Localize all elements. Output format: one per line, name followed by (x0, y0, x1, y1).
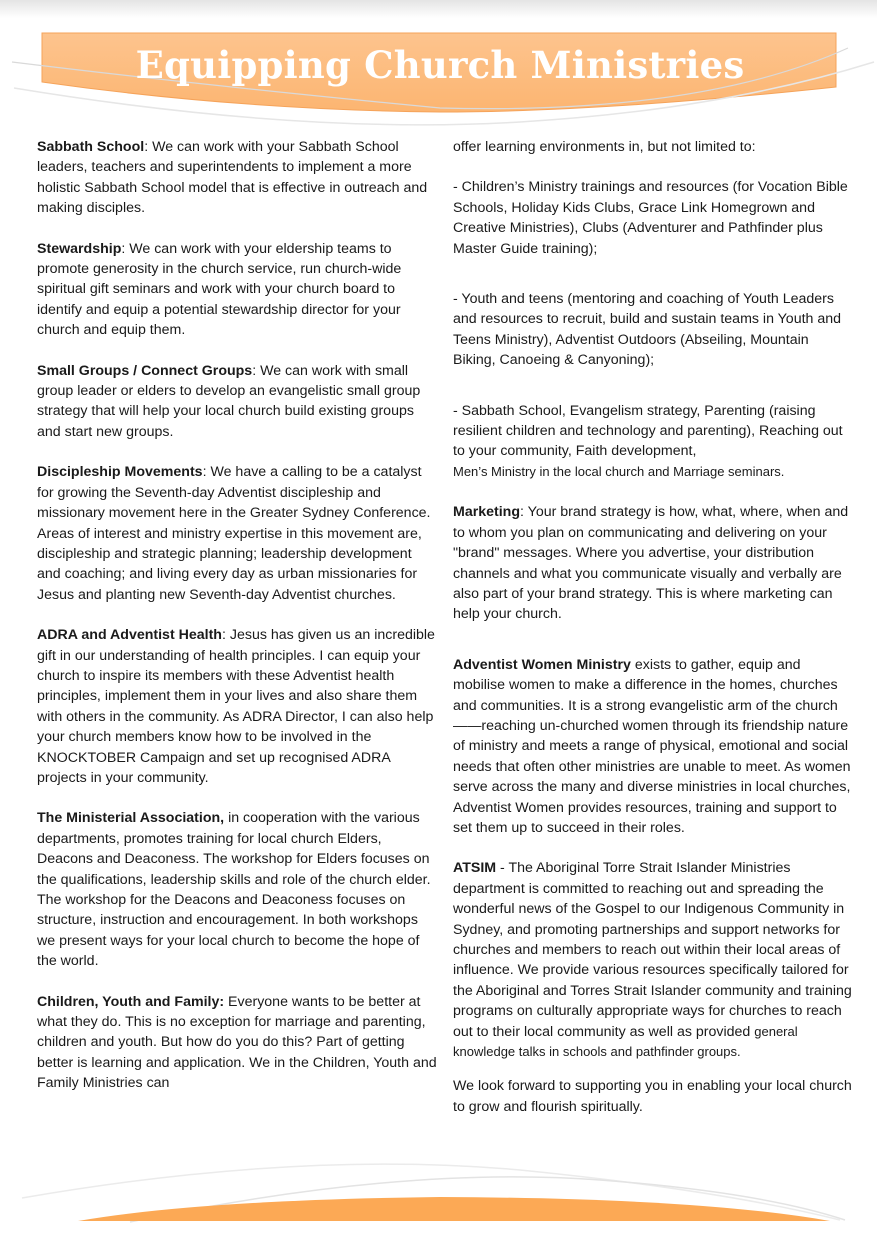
section-heading: Children, Youth and Family: (37, 993, 225, 1010)
header-banner (0, 0, 877, 130)
section-heading: Discipleship Movements (37, 464, 203, 481)
section-sabbath-school: Sabbath School: We can work with your Sabbath School leaders, teachers and superintendents to implement a more holistic Sabbath School model that is effective in outreach and making disciples. (37, 139, 428, 217)
section-heading: Stewardship (37, 240, 122, 257)
section-heading: Sabbath School (37, 139, 145, 155)
page-title: Equipping Church Ministries (135, 43, 745, 87)
section-heading: Marketing (453, 504, 521, 521)
section-body: Your brand strategy is how, what, where, when and to whom you plan on communicating and delivering on your "brand" messages. Where you advertise, your distribution channels and what you communicate visually and verbally are also part of your brand strategy. This is where marketing can help your church. (453, 504, 849, 623)
continuation-text: offer learning environments in, but not limited to: (453, 139, 756, 155)
section-body: We can work with small group leader or elders to develop an evangelistic small group strategy that will help your local church build existing groups and start new groups. (37, 362, 421, 440)
section-body: Jesus has given us an incredible gift in our understanding of health principles. I can equip your church to inspire its members with these Adventist health principles, implement them in your lives and also share them with others in the community. As ADRA Director, I can also help your church members know how to be involved in the KNOCKTOBER Campaign and set up recognised ADRA projects in your community. (37, 627, 435, 786)
left-column (37, 137, 437, 1114)
section-body: We can work with your Sabbath School leaders, teachers and superintendents to implement a more holistic Sabbath School model that is effective in outreach and making disciples. (37, 139, 428, 217)
section-body: exists to gather, equip and mobilise women to make a difference in the homes, churches and communities. It is a strong evangelistic arm of the church——reaching un-churched women through its friendship nature of ministry and meets a range of physical, emotional and social needs that often other ministries are unable to meet. As women serve across the many and diverse ministries in local churches, Adventist Women provides resources, training and support to set them up to succeed in their roles. (453, 656, 851, 836)
right-column (453, 137, 853, 1137)
section-ministerial-association (37, 808, 437, 971)
section-heading: The Ministerial Association, (37, 810, 225, 827)
section-atsim: ATSIM - The Aboriginal Torre Strait Islander Ministries department is committed to reaching out and spreading the wonderful news of the Gospel to our Indigenous Community in Sydney, and promoting partnerships and support networks for churches and members to reach out within their local areas of influence. We provide various resources specifically tailored for the Aboriginal and Torres Strait Islander community and training programs on culturally appropriate ways for churches to reach out to their local community as well as provided general knowledge talks in schools and pathfinder groups. (453, 860, 852, 1060)
section-adventist-women (453, 655, 853, 839)
bullet-youth-teens: - Youth and teens (mentoring and coaching of Youth Leaders and resources to recruit, build and sustain teams in Youth and Teens Ministry), Adventist Outdoors (Abseiling, Mountain Biking, Canoeing & Canyoning); (453, 291, 842, 369)
section-body: We can work with your eldership teams to promote generosity in the church service, run church-wide spiritual gift seminars and work with your church board to identify and equip a potential stewardship director for your church and equip them. (37, 240, 402, 339)
section-body: We have a calling to be a catalyst for growing the Seventh-day Adventist discipleship and missionary movement here in the Greater Sydney Conference. Areas of interest and ministry expertise in this movement are, discipleship and strategic planning; leadership development and coaching; and living every day as urban missionaries for Jesus and planting new Seventh-day Adventist churches. (37, 464, 431, 603)
section-children-youth-family (37, 992, 437, 1094)
section-small-groups: Small Groups / Connect Groups: We can work with small group leader or elders to develop an evangelistic small group strategy that will help your local church build existing groups and start new groups. (37, 362, 421, 440)
section-heading: Adventist Women Ministry (453, 656, 631, 673)
section-adra-health: ADRA and Adventist Health: Jesus has given us an incredible gift in our understanding of health principles. I can equip your church to inspire its members with these Adventist health principles, implement them in your lives and also share them with others in the community. As ADRA Director, I can also help your church members know how to be involved in the KNOCKTOBER Campaign and set up recognised ADRA projects in your community. (37, 627, 435, 786)
section-body: in cooperation with the various departments, promotes training for local church Elders, Deacons and Deaconess. The workshop for Elders focuses on the qualifications, leadership skills and role of the church elder. The workshop for the Deacons and Deaconess focuses on structure, instruction and encouragement. In both workshops we present ways for your local church to become the hope of the world. (37, 810, 431, 970)
section-heading: ATSIM (453, 860, 497, 877)
section-marketing: Marketing: Your brand strategy is how, what, where, when and to whom you plan on communicating and delivering on your "brand" messages. Where you advertise, your distribution channels and what you communicate visually and verbally are also part of your brand strategy. This is where marketing can help your church. (453, 504, 849, 623)
bullet-sabbath-school-evangelism: - Sabbath School, Evangelism strategy, Parenting (raising resilient children and technology and parenting), Reaching out to your community, Faith development, Men’s Ministry in the local church and Marriage seminars. (453, 402, 843, 479)
closing-statement: We look forward to supporting you in enabling your local church to grow and flourish spiritually. (453, 1078, 852, 1115)
footer-arc-graphic (0, 1160, 877, 1245)
section-heading: ADRA and Adventist Health (37, 627, 222, 644)
section-discipleship-movements: Discipleship Movements: We have a calling to be a catalyst for growing the Seventh-day Adventist discipleship and missionary movement here in the Greater Sydney Conference. Areas of interest and ministry expertise in this movement are, discipleship and strategic planning; leadership development and coaching; and living every day as urban missionaries for Jesus and planting new Seventh-day Adventist churches. (37, 464, 431, 603)
section-body: Everyone wants to be better at what they do. This is no exception for marriage and parenting, children and youth. But how do you do this? Part of getting better is learning and application. We in the Children, Youth and Family Ministries can (37, 993, 437, 1092)
section-stewardship: Stewardship: We can work with your eldership teams to promote generosity in the church service, run church-wide spiritual gift seminars and work with your church board to identify and equip a potential stewardship director for your church and equip them. (37, 240, 402, 339)
bullet-childrens-ministry: - Children’s Ministry trainings and resources (for Vocation Bible Schools, Holiday Kids Clubs, Grace Link Homegrown and Creative Ministries), Clubs (Adventurer and Pathfinder plus Master Guide training); (453, 179, 848, 257)
section-body: The Aboriginal Torre Strait Islander Ministries department is committed to reaching out and spreading the wonderful news of the Gospel to our Indigenous Community in Sydney, and promoting partnerships and support networks for churches and members to reach out within their local areas of influence. We provide various resources specifically tailored for the Aboriginal and Torres Strait Islander community and training programs on culturally appropriate ways for churches to reach out to their local community as well as provided (453, 860, 852, 1040)
section-heading: Small Groups / Connect Groups (37, 362, 253, 379)
